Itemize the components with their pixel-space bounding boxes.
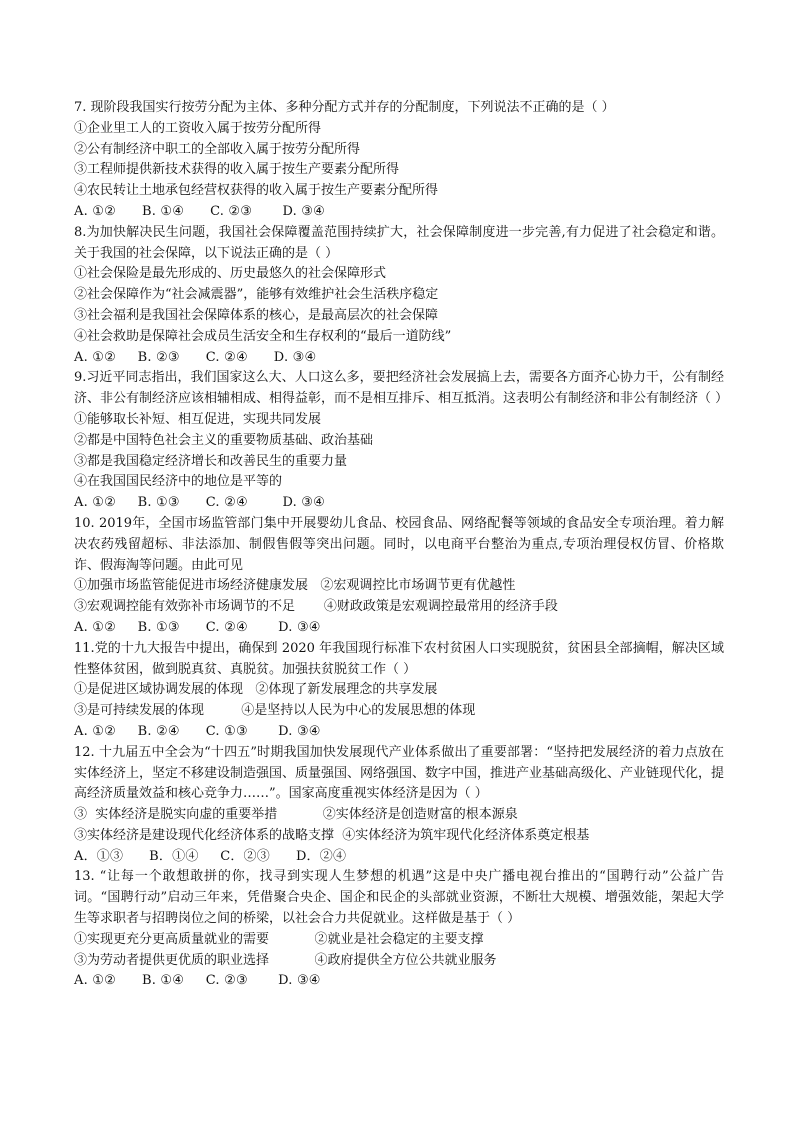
question-10 xyxy=(74,514,724,639)
statement-item: ②公有制经济中职工的全部收入属于按劳分配所得 xyxy=(74,141,361,157)
answer-options: A. ①② B. ②④ C. ①③ D. ③④ xyxy=(74,723,321,739)
answer-options: A. ①② B. ①④ C. ②③ D. ③④ xyxy=(74,973,321,989)
answer-options: A. ①② B. ①③ C. ②④ D. ③④ xyxy=(74,495,325,511)
statement-item: ③工程师提供新技术获得的收入属于按生产要素分配所得 xyxy=(74,162,400,178)
statement-item: ②都是中国特色社会主义的重要物质基础、政治基础 xyxy=(74,432,374,448)
statement-item: ②社会保障作为“社会减震器”，能够有效维护社会生活秩序稳定 xyxy=(74,287,439,303)
statement-item: ①能够取长补短、相互促进，实现共同发展 xyxy=(74,411,322,427)
question-stem: 11.党的十九大报告中提出，确保到 2020 年我国现行标准下农村贫困人口实现脱贫，贫困县全部摘帽，解决区域性整体贫困，做到脱真贫、真脱贫。加强扶贫脱贫工作（ ） xyxy=(74,640,724,677)
answer-options: A．①③ B．①④ C．②③ D．②④ xyxy=(74,848,347,864)
answer-options: A. ①② B. ①④ C. ②③ D. ③④ xyxy=(74,203,325,219)
statement-item: ①社会保险是最先形成的、历史最悠久的社会保障形式 xyxy=(74,266,387,282)
exam-page xyxy=(74,98,729,992)
statement-item: ①实现更充分更高质量就业的需要 ②就业是社会稳定的主要支撑 xyxy=(74,931,484,947)
statement-item: ③是可持续发展的体现 ④是坚持以人民为中心的发展思想的体现 xyxy=(74,703,476,719)
question-12 xyxy=(74,743,724,868)
answer-options: A. ①② B. ①③ C. ②④ D. ③④ xyxy=(74,619,321,635)
statement-item: ③社会福利是我国社会保障体系的核心，是最高层次的社会保障 xyxy=(74,307,439,323)
question-8 xyxy=(74,223,724,369)
statement-item: ④社会救助是保障社会成员生活安全和生存权利的“最后一道防线” xyxy=(74,328,452,344)
answer-options: A. ①② B. ②③ C. ②④ D. ③④ xyxy=(74,349,317,365)
statement-item: ③实体经济是建设现代化经济体系的战略支撑 ④实体经济为筑牢现代化经济体系奠定根基 xyxy=(74,827,590,843)
statement-item: ④在我国国民经济中的地位是平等的 xyxy=(74,474,283,490)
statement-item: ①加强市场监管能促进市场经济健康发展 ②宏观调控比市场调节更有优越性 xyxy=(74,578,516,594)
question-stem: 12. 十九届五中全会为“十四五”时期我国加快发展现代产业体系做出了重要部署：“坚持把发展经济的着力点放在实体经济上，坚定不移建设制造强国、质量强国、网络强国、数字中国，推进产业基础高级化、产业链现代化，提高经济质量效益和核心竞争力……”。国家高度重视实体经济是因为（ ） xyxy=(74,744,725,802)
question-7 xyxy=(74,98,724,223)
statement-item: ③都是我国稳定经济增长和改善民生的重要力量 xyxy=(74,453,348,469)
question-stem: 9.习近平同志指出，我们国家这么大、人口这么多，要把经济社会发展搞上去，需要各方面齐心协力干，公有制经济、非公有制经济应该相辅相成、相得益彰，而不是相互排斥、相互抵消。这表明公有制经济和非公有制经济（ ） xyxy=(74,370,729,407)
question-stem: 13. “让每一个敢想敢拼的你，找寻到实现人生梦想的机遇”这是中央广播电视台推出的“国聘行动”公益广告词。“国聘行动”启动三年来，凭借聚合央企、国企和民企的头部就业资源，不断壮大规模、增强效能，架起大学生等求职者与招聘岗位之间的桥梁，以社会合力共促就业。这样做是基于（ ） xyxy=(74,869,724,927)
statement-item: ①企业里工人的工资收入属于按劳分配所得 xyxy=(74,120,322,136)
statement-item: ④农民转让土地承包经营权获得的收入属于按生产要素分配所得 xyxy=(74,183,439,199)
statement-item: ①是促进区域协调发展的体现 ②体现了新发展理念的共享发展 xyxy=(74,682,438,698)
question-9 xyxy=(74,368,729,514)
statement-item: ③为劳动者提供更优质的职业选择 ④政府提供全方位公共就业服务 xyxy=(74,952,497,968)
question-stem: 8.为加快解决民生问题，我国社会保障覆盖范围持续扩大，社会保障制度进一步完善,有力促进了社会稳定和谐。关于我国的社会保障，以下说法正确的是（ ） xyxy=(74,224,724,261)
question-stem: 10. 2019年，全国市场监管部门集中开展婴幼儿食品、校园食品、网络配餐等领域的食品安全专项治理。着力解决农药残留超标、非法添加、制假售假等突出问题。同时，以电商平台整治为重点,专项治理侵权仿冒、价格欺诈、假海淘等问题。由此可见 xyxy=(74,515,724,573)
statement-item: ③ 实体经济是脱实向虚的重要举措 ②实体经济是创造财富的根本源泉 xyxy=(74,807,518,823)
question-11 xyxy=(74,639,724,743)
statement-item: ③宏观调控能有效弥补市场调节的不足 ④财政政策是宏观调控最常用的经济手段 xyxy=(74,599,558,615)
question-13 xyxy=(74,867,724,992)
question-stem: 7. 现阶段我国实行按劳分配为主体、多种分配方式并存的分配制度，下列说法不正确的是（ ） xyxy=(74,100,615,115)
